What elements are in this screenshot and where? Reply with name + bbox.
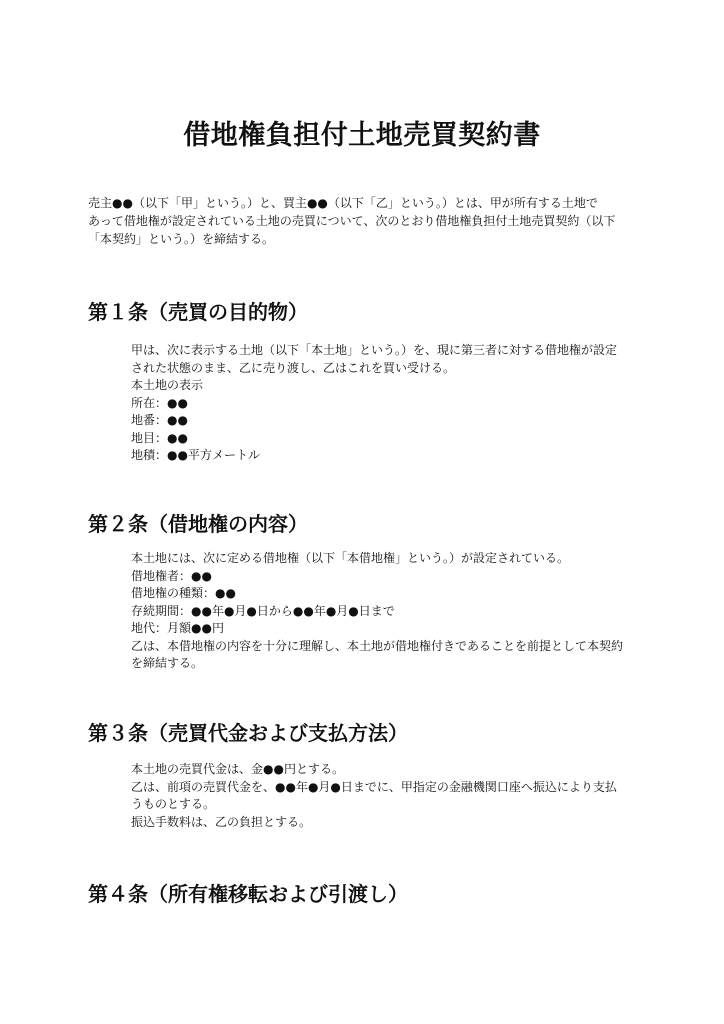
article-1-line: 甲は、次に表示する土地（以下「本土地」という。）を、現に第三者に対する借地権が設定 — [131, 343, 618, 357]
article-2-line: を締結する。 — [131, 656, 204, 670]
article-3-line: 振込手数料は、乙の負担とする。 — [131, 814, 312, 829]
article-1-heading: 第１条（売買の目的物） — [88, 300, 308, 324]
document-title: 借地権負担付土地売買契約書 — [183, 120, 541, 151]
intro-line: 「本契約」という。）を締結する。 — [88, 232, 275, 246]
article-2-line: 本土地には、次に定める借地権（以下「本借地権」という。）が設定されている。 — [131, 551, 570, 565]
article-1-line: 所在：●● — [131, 395, 188, 410]
article-2-line: 借地権者：●● — [131, 568, 212, 583]
article-1-line: 本土地の表示 — [131, 378, 204, 392]
intro-line: あって借地権が設定されている土地の売買について、次のとおり借地権負担付土地売買契約（以下 — [88, 214, 616, 228]
article-2-line: 乙は、本借地権の内容を十分に理解し、本土地が借地権付きであることを前提として本契約 — [131, 638, 624, 653]
intro-line: 売主●●（以下「甲」という。）と、買主●●（以下「乙」という。）とは、甲が所有する土地で — [88, 196, 598, 210]
article-1-body — [131, 342, 651, 465]
article-3-heading: 第３条（売買代金および支払方法） — [88, 721, 408, 745]
article-1-line: された状態のまま、乙に売り渡し、乙はこれを買い受ける。 — [131, 360, 456, 375]
article-1-line: 地積：●●平方メートル — [131, 448, 260, 462]
article-2-body — [131, 550, 651, 673]
article-2-line: 存続期間：●●年●月●日から●●年●月●日まで — [131, 603, 395, 618]
article-3-line: 本土地の売買代金は、金●●円とする。 — [131, 762, 344, 776]
article-1-line: 地目：●● — [131, 430, 188, 445]
article-1-line: 地番：●● — [131, 413, 188, 427]
article-2-line: 借地権の種類：●● — [131, 586, 236, 600]
article-2-line: 地代：月額●●円 — [131, 621, 224, 635]
article-3-line: 乙は、前項の売買代金を、●●年●月●日までに、甲指定の金融機関口座へ振込により支払 — [131, 779, 617, 794]
intro-paragraph — [88, 194, 648, 248]
article-3-body — [131, 761, 651, 831]
article-2-heading: 第２条（借地権の内容） — [88, 512, 308, 536]
article-4-heading: 第４条（所有権移転および引渡し） — [88, 882, 408, 906]
article-3-line: うものとする。 — [131, 797, 216, 811]
